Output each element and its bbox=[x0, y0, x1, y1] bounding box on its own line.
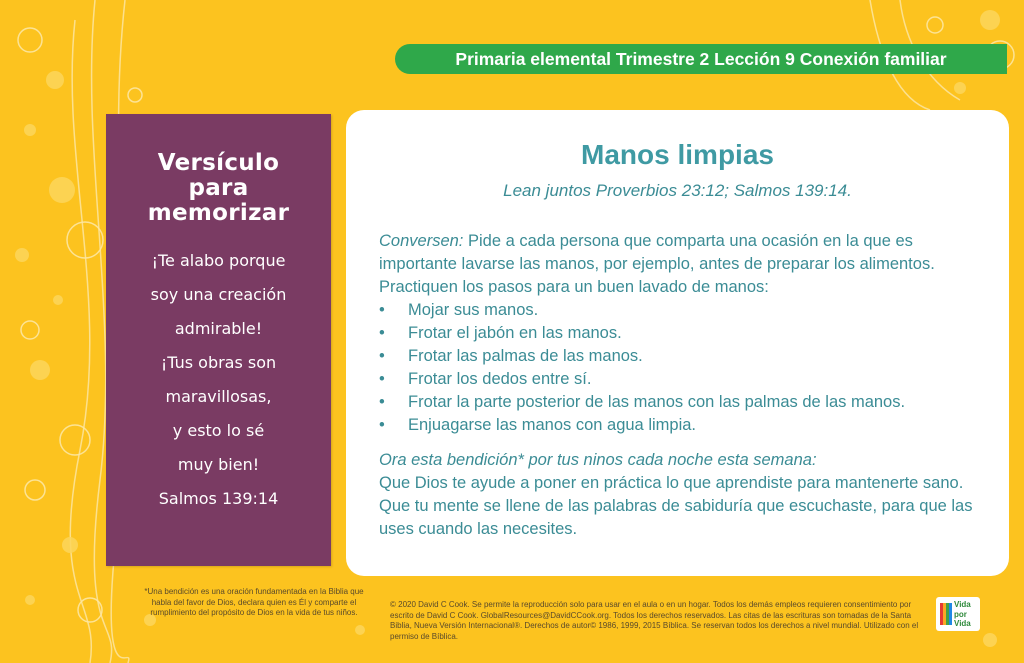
step-text: Mojar sus manos. bbox=[408, 301, 539, 319]
section-spacer bbox=[379, 437, 989, 449]
step-text: Frotar el jabón en las manos. bbox=[408, 324, 622, 342]
bullet-icon: • bbox=[379, 370, 385, 388]
logo-word: por bbox=[954, 609, 967, 619]
memory-verse-line: y esto lo sé bbox=[172, 421, 265, 440]
bullet-icon: • bbox=[379, 393, 385, 411]
memory-verse-title-line: memorizar bbox=[147, 200, 290, 226]
memory-verse-title-line: para bbox=[188, 175, 249, 201]
handwashing-steps-list bbox=[379, 299, 989, 437]
vida-por-vida-logo bbox=[936, 597, 980, 631]
bullet-icon: • bbox=[379, 416, 385, 434]
blessing-text: Que Dios te ayude a poner en práctica lo que aprendiste para mantenerte sano. Que tu mente se llene de las palabras de sabiduría que escuchaste, para que las uses cuando las necesites. bbox=[379, 474, 973, 538]
logo-word: Vida bbox=[954, 600, 971, 609]
step-text: Frotar la parte posterior de las manos con las palmas de las manos. bbox=[408, 393, 906, 411]
activity-title: Manos limpias bbox=[581, 139, 774, 170]
list-item bbox=[379, 391, 989, 414]
memory-verse-line: soy una creación bbox=[150, 285, 287, 304]
blessing-intro: Ora esta bendición* por tus ninos cada noche esta semana: bbox=[379, 451, 817, 469]
list-item bbox=[379, 299, 989, 322]
activity-subtitle: Lean juntos Proverbios 23:12; Salmos 139:14. bbox=[503, 181, 852, 200]
memory-verse-line: ¡Tus obras son bbox=[160, 353, 277, 372]
bullet-icon: • bbox=[379, 301, 385, 319]
list-item bbox=[379, 322, 989, 345]
memory-verse-reference: Salmos 139:14 bbox=[158, 489, 279, 508]
discuss-label: Conversen: bbox=[379, 232, 464, 250]
logo-wordmark bbox=[954, 600, 971, 629]
step-text: Frotar los dedos entre sí. bbox=[408, 370, 592, 388]
activity-body bbox=[379, 230, 989, 541]
memory-verse-card bbox=[106, 114, 331, 566]
step-text: Enjuagarse las manos con agua limpia. bbox=[408, 416, 697, 434]
memory-verse-line: maravillosas, bbox=[165, 387, 272, 406]
logo-word: Vida bbox=[954, 619, 971, 628]
memory-verse-line: admirable! bbox=[174, 319, 263, 338]
list-item bbox=[379, 368, 989, 391]
bullet-icon: • bbox=[379, 324, 385, 342]
discuss-paragraph bbox=[379, 230, 989, 299]
bullet-icon: • bbox=[379, 347, 385, 365]
memory-verse-text bbox=[106, 244, 331, 516]
memory-verse-title bbox=[106, 151, 331, 226]
copyright-notice: © 2020 David C Cook. Se permite la reproducción solo para usar en el aula o en un hogar. Todos los demás empleos requieren consentimiento por escrito de David C Cook. GlobalResources@DavidCCook.org. Todos los derechos reservados. Las citas de las escrituras son tomadas de la Santa Biblia, Nueva Versión Internacional®. Derechos de autor© 1986, 1999, 2015 Bíblica. Se reservan todos los derechos a nivel mundial. Utilizado con el permiso de Bíblica. bbox=[390, 600, 919, 641]
lesson-banner-text: Primaria elemental Trimestre 2 Lección 9 Conexión familiar bbox=[455, 49, 947, 69]
discuss-text: Pide a cada persona que comparta una ocasión en la que es importante lavarse las manos, por ejemplo, antes de preparar los alimentos. Practiquen los pasos para un buen lavado de manos: bbox=[379, 232, 935, 296]
list-item bbox=[379, 345, 989, 368]
logo-stripes-icon bbox=[940, 603, 952, 625]
blessing-footnote: *Una bendición es una oración fundamentada en la Biblia que habla del favor de Dios, declara quien es Él y comparte el rumplimiento del propósito de Dios en la vida de tus niños. bbox=[144, 587, 364, 617]
list-item bbox=[379, 414, 989, 437]
memory-verse-line: muy bien! bbox=[177, 455, 260, 474]
activity-card bbox=[346, 110, 1009, 576]
lesson-banner bbox=[395, 44, 1007, 74]
memory-verse-line: ¡Te alabo porque bbox=[151, 251, 286, 270]
step-text: Frotar las palmas de las manos. bbox=[408, 347, 643, 365]
memory-verse-title-line: Versículo bbox=[157, 150, 280, 176]
